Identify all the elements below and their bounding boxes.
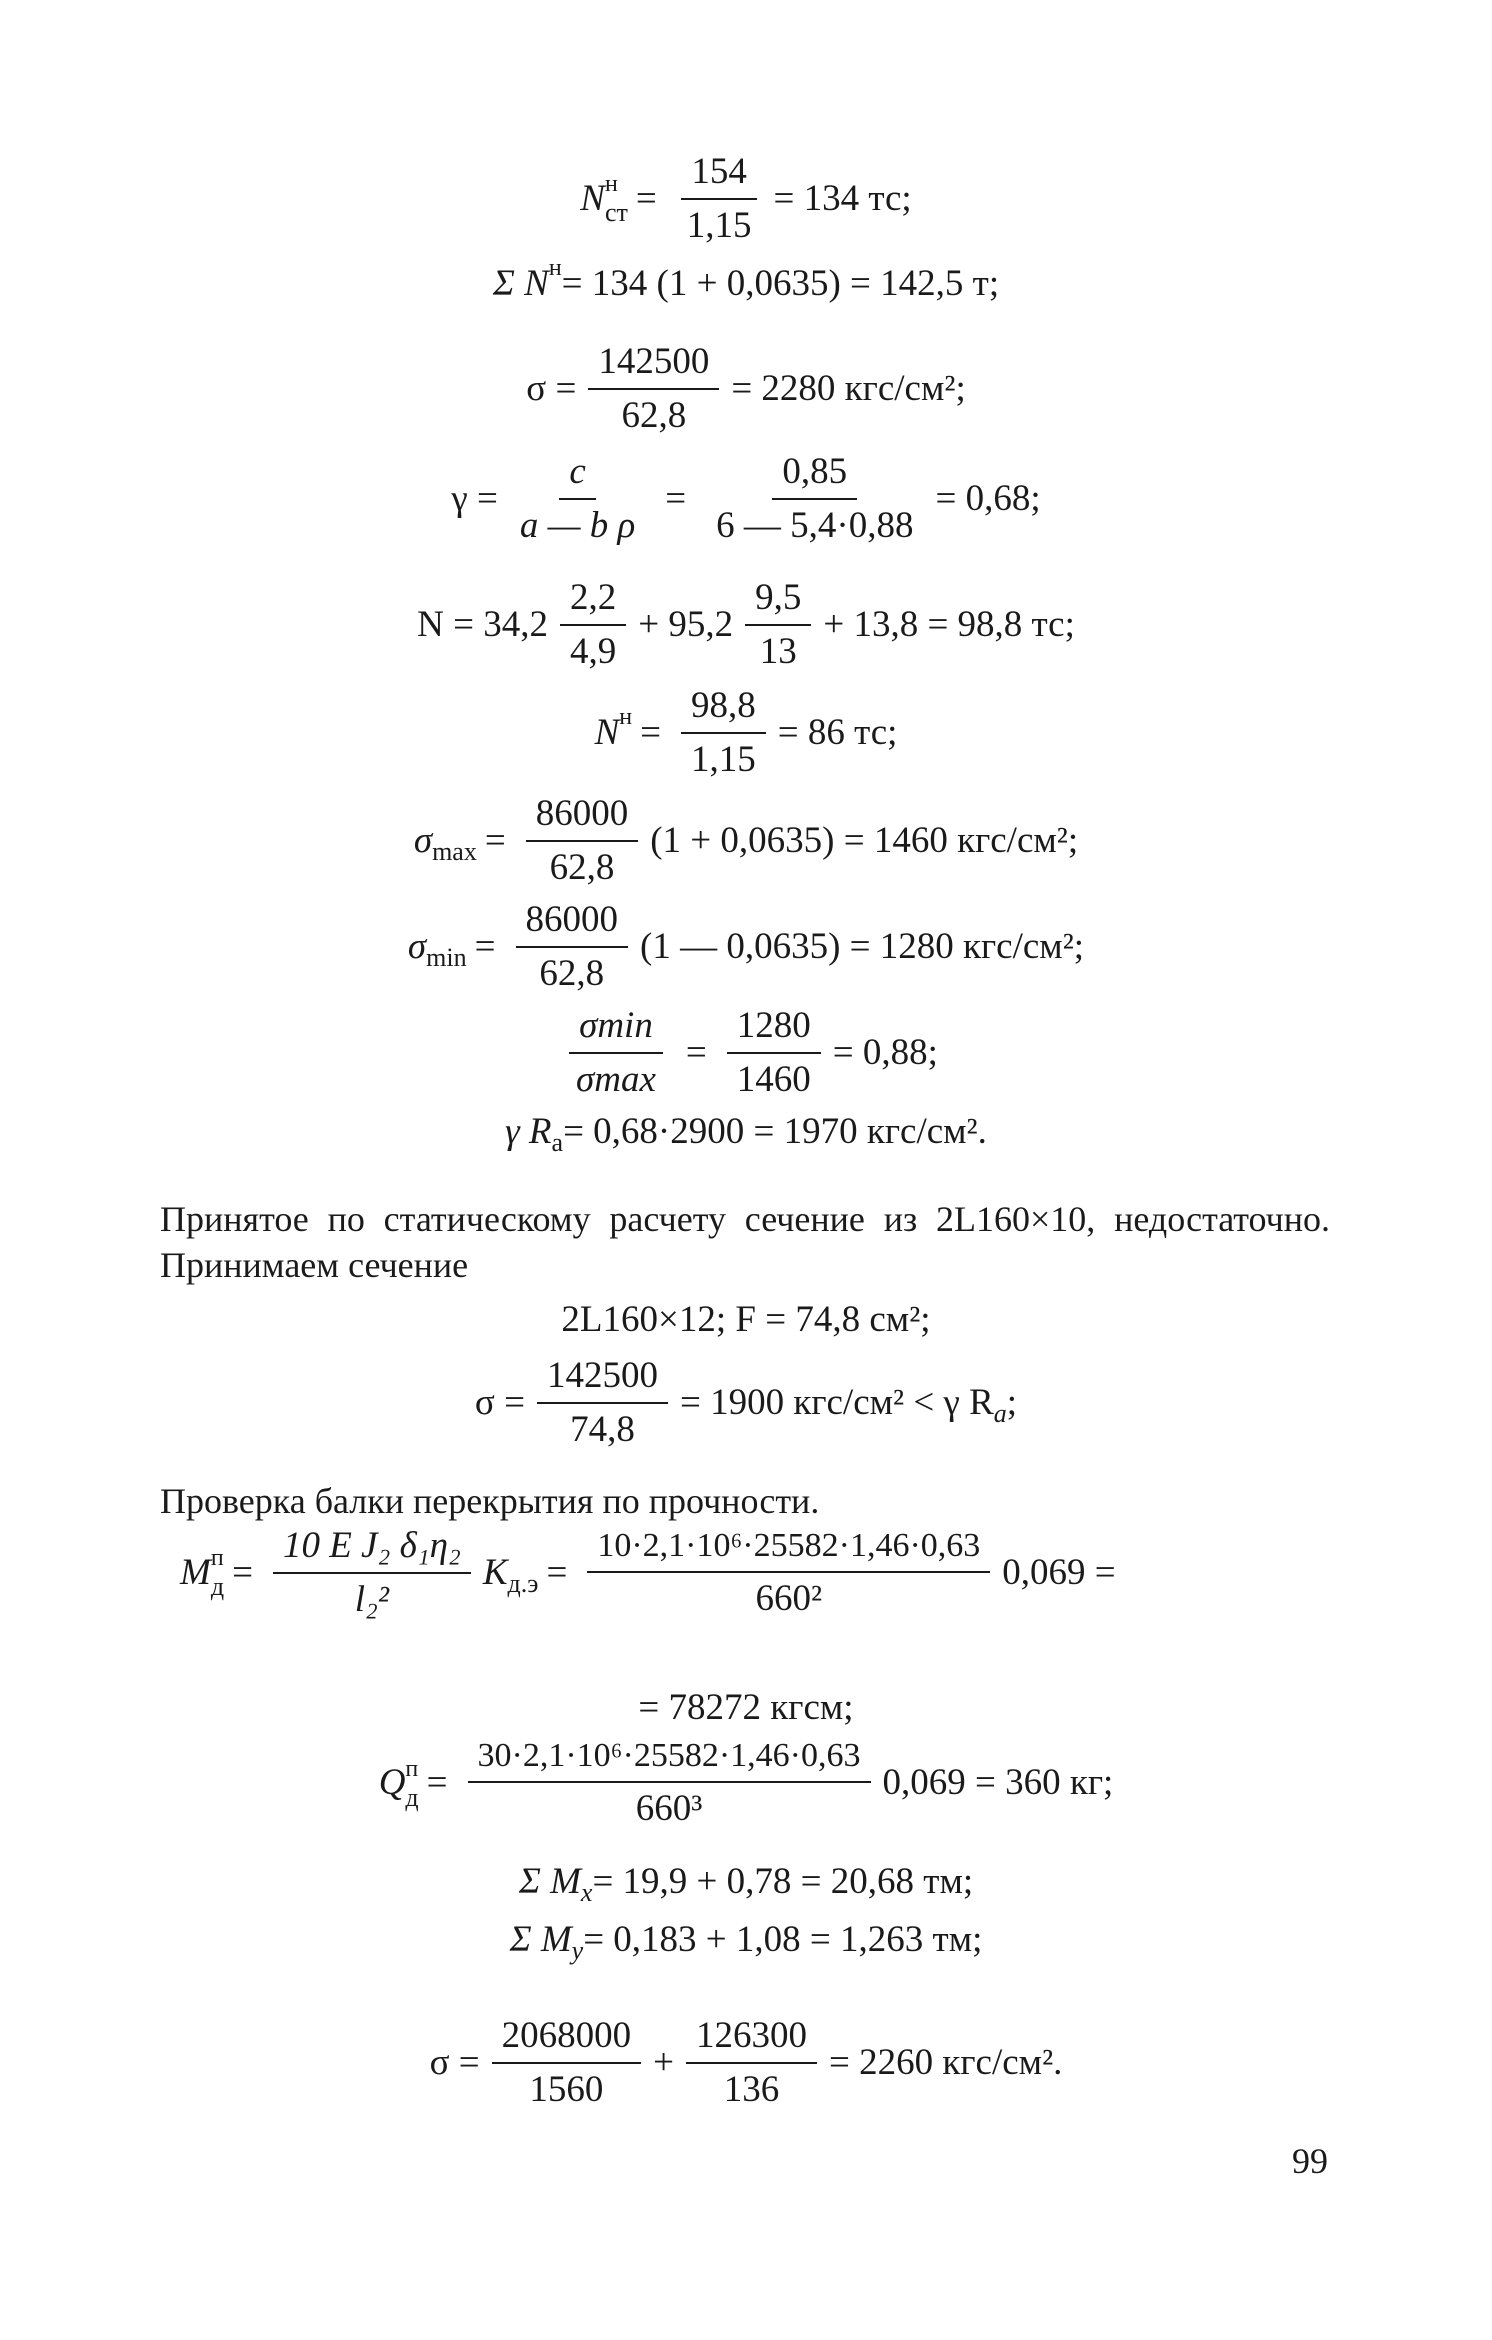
equation-moment-result: = 78272 кгсм; — [638, 1687, 854, 1728]
equation-shear: Q п д = $\frac{\text{30·2,1·10⁶·25582·1,46·0,63}}{\text{660³}}$ 0,069 = 360 кг; — [378, 1737, 1114, 1829]
equation-n-norm: N н = $\frac{98,8}{1,15}$ = 86 тс; — [594, 685, 898, 781]
equation-gamma: γ = $\frac{c}{\text{a — b ρ}}$ = $\frac{0,85}{6 — 5,4\cdot 0,88}$ = 0,68; — [451, 451, 1041, 547]
page-number: 99 — [1292, 2141, 1328, 2181]
equation-sum-my: Σ M y = 0,183 + 1,08 = 1,263 тм; — [509, 1919, 983, 1965]
paragraph-section-choice: Принятое по статическому расчету сечение из 2L160×10, недостаточно. Принимаем сечение — [160, 1199, 1330, 1285]
paragraph-beam-check: Проверка балки перекрытия по прочности. — [160, 1481, 820, 1521]
equation-sigma-ratio: $\frac{\sigma\min}{\sigma\max}$ = $\frac{1280}{1460}$ = 0,88; — [0, 1004, 1492, 1103]
equation-moment: M п д = $\frac{\text{10 E J₂ δ₁η₂}}{\text{l₂²}}$ K д.э = $\frac{\text{10·2,1·10⁶·25582·1,46·0,63}}{\text{660²}}$ 0,069 = — [180, 1525, 1116, 1621]
fraction: $\frac{154}{1,15}$ — [677, 150, 762, 249]
equation-sigma-min: σ min = $\frac{86000}{62,8}$ (1 — 0,0635) = 1280 кгс/см²; — [407, 899, 1085, 995]
equation-sigma-check: σ = $\frac{142500}{74,8}$ = 1900 кгс/см² < γ R a ; — [474, 1355, 1018, 1451]
equation-sum-mx: Σ M x = 19,9 + 0,78 = 20,68 тм; — [518, 1861, 974, 1907]
equation-sigma-max: σ max = $\frac{86000}{62,8}$ (1 + 0,0635) = 1460 кгс/см²; — [413, 793, 1079, 889]
equation-sigma-1: σ = $\frac{142500}{62,8}$ = 2280 кгс/см²; — [526, 341, 966, 437]
equation-gamma-ra: γ R a = 0,68·2900 = 1970 кгс/см². — [505, 1111, 987, 1157]
equation-sum-n: Σ N н = 134 (1 + 0,0635) = 142,5 т; — [492, 254, 1000, 304]
equation-n-sum: N = 34,2 $\frac{2,2}{4,9}$ + 95,2 $\frac{9,5}{13}$ + 13,8 = 98,8 тс; — [417, 577, 1075, 673]
equation-sigma-final: σ = $\frac{2068000}{1560}$ + $\frac{126300}{136}$ = 2260 кгс/см². — [429, 2015, 1063, 2111]
equation-section: 2L160×12; F = 74,8 см²; — [561, 1299, 931, 1340]
equation-n-st: N н ст = $\frac{154}{1,15}$ = 134 тс; — [0, 150, 1492, 249]
